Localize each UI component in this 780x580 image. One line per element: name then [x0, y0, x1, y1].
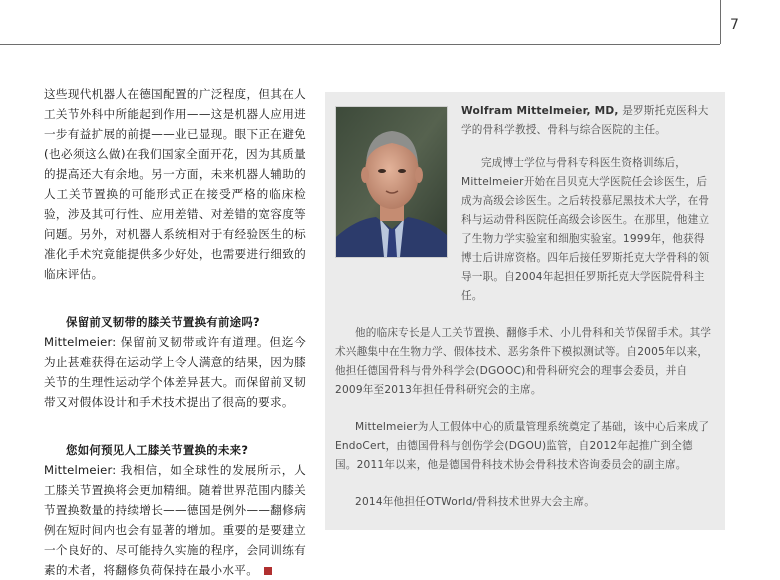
biography-box — [325, 92, 725, 530]
bio-paragraph-2: 完成博士学位与骨科专科医生资格训练后，Mittelmeier开始在吕贝克大学医院任会诊医生，后成为高级会诊医生。之后转投慕尼黑技术大学，在骨科与运动骨科医院任高级会诊医生。在那里，他建立了生物力学实验室和细胞实验室。1999年，他获得博士后讲席资格。四年后接任罗斯托克大学骨科的领导一职。自2004年起担任罗斯托克大学医院骨科主任。 — [461, 157, 710, 302]
question-heading-2: 您如何预见人工膝关节置换的未来? — [66, 443, 249, 457]
header-rule — [0, 44, 720, 45]
bio-intro-text: 是罗斯托克医科大学的骨科学教授、骨科与综合医院的主任。 — [461, 105, 709, 136]
answer-speaker-2: Mittelmeier: — [44, 463, 117, 477]
page-number: 7 — [730, 17, 739, 33]
question-heading-1: 保留前叉韧带的膝关节置换有前途吗? — [66, 315, 260, 329]
answer-paragraph-2 — [44, 460, 306, 580]
bio-paragraph-5: 2014年他担任OTWorld/骨科技术世界大会主席。 — [355, 496, 596, 508]
answer-speaker-1: Mittelmeier: — [44, 335, 117, 349]
end-of-article-mark — [264, 567, 272, 575]
answer-paragraph-1 — [44, 332, 306, 412]
intro-paragraph: 这些现代机器人在德国配置的广泛程度，但其在人工关节外科中所能起到作用——这是机器人应用进一步有益扩展的前提——业已显现。眼下正在避免(也必须这么做)在我们国家全面开花，因为其质量的提高还大有余地。另一方面，未来机器人辅助的人工关节置换的可能形式正在接受严格的临床检验，涉及其可行性、应用差错、对差错的宽容度等问题。另外，对机器人系统相对于有经验医生的标准化手术究竟能提供多少好处，也需要进行细致的临床评估。 — [44, 87, 306, 281]
bio-paragraph-1 — [335, 102, 713, 140]
header-divider — [720, 0, 721, 44]
bio-name: Wolfram Mittelmeier, MD, — [461, 105, 619, 117]
interview-column — [44, 84, 306, 580]
answer-text-1: 保留前叉韧带或许有道理。但迄今为止甚难获得在运动学上令人满意的结果，因为膝关节的生理性运动学个体差异甚大。而保留前叉韧带又对假体设计和手术技术提出了很高的要求。 — [44, 335, 306, 409]
biography-text — [335, 102, 713, 512]
answer-text-2: 我相信，如全球性的发展所示，人工膝关节置换将会更加精细。随着世界范围内膝关节置换数量的持续增长——德国是例外——翻修病例在短时间内也会有显著的增加。重要的是要建立一个良好的、尽可能持久实施的程序，会同训练有素的术者，将翻修负荷保持在最小水平。 — [44, 463, 306, 577]
bio-paragraph-4: Mittelmeier为人工假体中心的质量管理系统奠定了基础，该中心后来成了EndoCert，由德国骨科与创伤学会(DGOU)监管，自2012年起推广到全德国。2011年以来，他是德国骨科技术协会骨科技术咨询委员会的副主席。 — [335, 421, 710, 471]
bio-paragraph-3: 他的临床专长是人工关节置换、翻修手术、小儿骨科和关节保留手术。其学术兴趣集中在生物力学、假体技术、恶劣条件下模拟测试等。自2005年以来，他担任德国骨科与骨外科学会(DGOOC)和骨科研究会的理事会委员，并自2009年至2013年担任骨科研究会的主席。 — [335, 327, 712, 396]
